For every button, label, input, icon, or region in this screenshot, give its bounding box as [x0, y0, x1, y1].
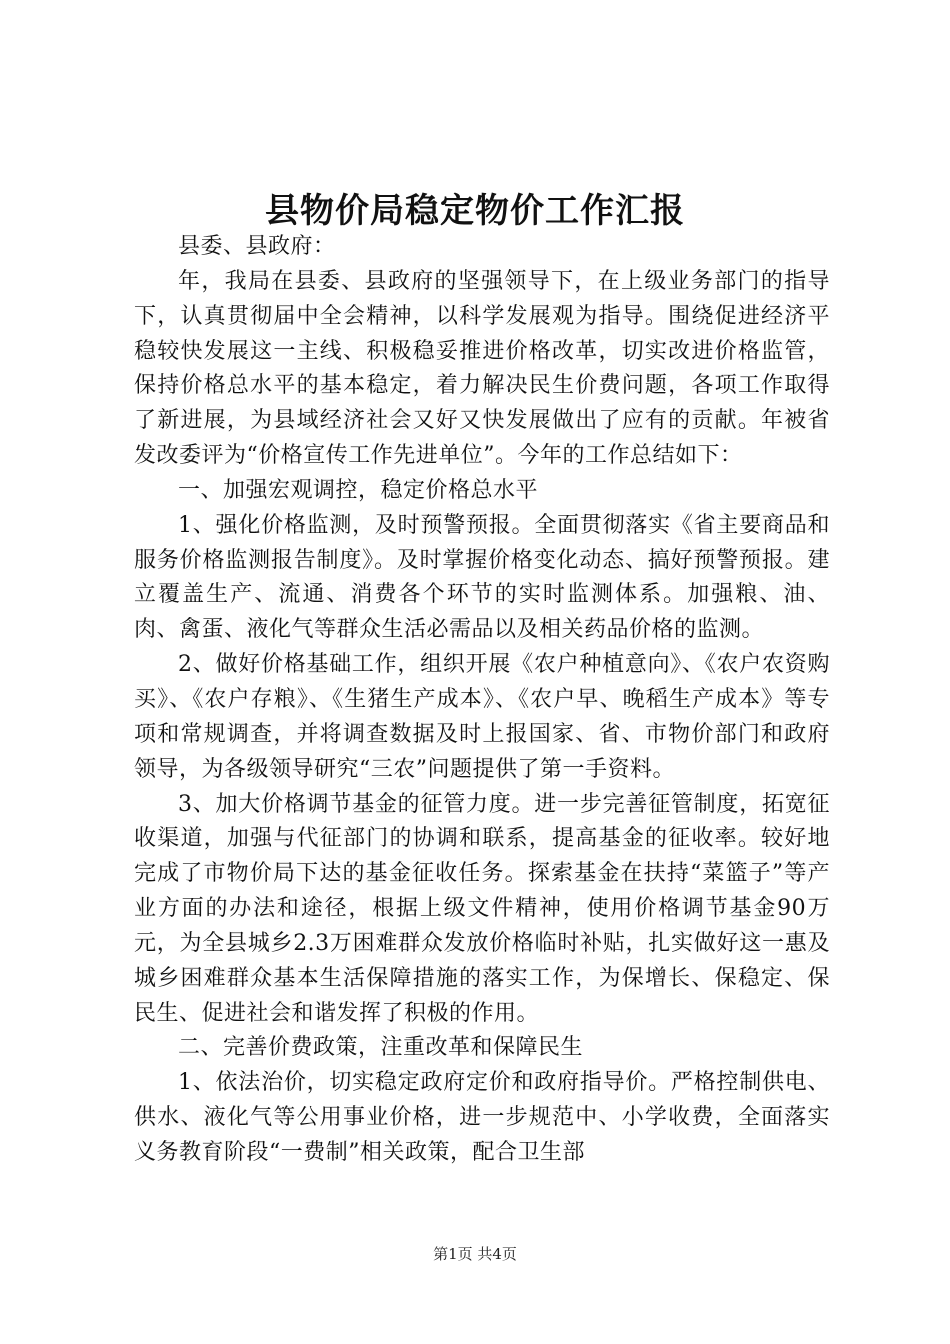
- paragraph-1-1: 1、强化价格监测，及时预警预报。全面贯彻落实《省主要商品和服务价格监测报告制度》。及时掌握价格变化动态、搞好预警预报。建立覆盖生产、流通、消费各个环节的实时监测体系。加强粮、油、肉、禽蛋、液化气等群众生活必需品以及相关药品价格的监测。: [134, 512, 830, 643]
- salutation: 县委、县政府：: [178, 234, 336, 259]
- section-heading-1: 一、加强宏观调控，稳定价格总水平: [178, 477, 539, 503]
- paragraph-1-2: 2、做好价格基础工作，组织开展《农户种植意向》、《农户农资购买》、《农户存粮》、《生猪生产成本》、《农户早、晚稻生产成本》等专项和常规调查，并将调查数据及时上报国家、省、市物价部门和政府领导，为各级领导研究“三农”问题提供了第一手资料。: [134, 652, 830, 782]
- paragraph-1-3: 3、加大价格调节基金的征管力度。进一步完善征管制度，拓宽征收渠道，加强与代征部门的协调和联系，提高基金的征收率。较好地完成了市物价局下达的基金征收任务。探索基金在扶持“菜篮子”等产业方面的办法和途径，根据上级文件精神，使用价格调节基金90万元，为全县城乡2.3万困难群众发放价格临时补贴，扎实做好这一惠及城乡困难群众基本生活保障措施的落实工作，为保增长、保稳定、保民生、促进社会和谐发挥了积极的作用。: [134, 791, 830, 1026]
- intro-paragraph: 年，我局在县委、县政府的坚强领导下，在上级业务部门的指导下，认真贯彻届中全会精神，以科学发展观为指导。围绕促进经济平稳较快发展这一主线、积极稳妥推进价格改革，切实改进价格监管，保持价格总水平的基本稳定，着力解决民生价费问题，各项工作取得了新进展，为县域经济社会又好又快发展做出了应有的贡献。年被省发改委评为“价格宣传工作先进单位”。今年的工作总结如下：: [134, 268, 830, 469]
- section-heading-2: 二、完善价费政策，注重改革和保障民生: [178, 1035, 584, 1061]
- document-body: [134, 230, 830, 1171]
- paragraph-2-1: 1、依法治价，切实稳定政府定价和政府指导价。严格控制供电、供水、液化气等公用事业价格，进一步规范中、小学收费，全面落实义务教育阶段“一费制”相关政策，配合卫生部: [134, 1070, 830, 1165]
- page-number: 第1页 共4页: [433, 1245, 517, 1263]
- document-title: 县物价局稳定物价工作汇报: [265, 191, 685, 231]
